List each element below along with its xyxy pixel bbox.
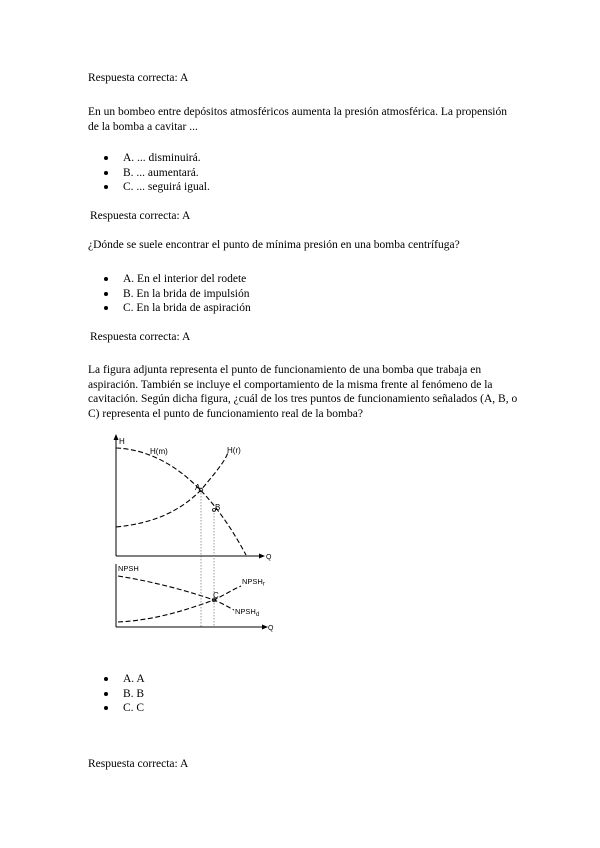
option-item: A. En el interior del rodete bbox=[88, 272, 251, 287]
point-a-label: A bbox=[195, 483, 201, 492]
system-curve-label: H(r) bbox=[227, 446, 241, 455]
answer-line-3: Respuesta correcta: A bbox=[90, 331, 191, 343]
bottom-axis-label: NPSH bbox=[118, 564, 139, 573]
question-1-options bbox=[88, 151, 210, 195]
question-2-text: ¿Dónde se suele encontrar el punto de mínima presión en una bomba centrífuga? bbox=[88, 239, 460, 251]
question-3-text: La figura adjunta representa el punto de funcionamiento de una bomba que trabaja en aspiración. También se incluye el comportamiento de la misma frente al fenómeno de la cavitación. Según dicha figura, ¿cuál de los tres puntos de funcionamiento señalados (A, B, o C) representa el punto de funcionamiento real de la bomba? bbox=[88, 364, 518, 420]
top-x-label: Q bbox=[266, 554, 272, 561]
pump-operating-point-figure bbox=[106, 430, 286, 640]
answer-line-1: Respuesta correcta: A bbox=[88, 72, 189, 84]
point-b-label: B bbox=[215, 503, 221, 512]
question-2-options bbox=[88, 272, 251, 316]
option-item: A. A bbox=[88, 672, 145, 687]
question-3-options bbox=[88, 672, 145, 716]
bottom-x-label: Q bbox=[268, 625, 274, 632]
top-y-arrow-icon bbox=[114, 434, 119, 440]
option-item: A. ... disminuirá. bbox=[88, 151, 210, 166]
pump-curve bbox=[116, 448, 246, 555]
answer-line-4: Respuesta correcta: A bbox=[88, 758, 189, 770]
npsh-r-label: $NPSH_r$ bbox=[242, 577, 265, 588]
option-item: B. En la brida de impulsión bbox=[88, 287, 251, 302]
option-item: C. En la brida de aspiración bbox=[88, 301, 251, 316]
answer-line-2: Respuesta correcta: A bbox=[90, 210, 191, 222]
top-x-arrow-icon bbox=[259, 554, 265, 559]
npsh-d-label: $NPSH_d$ bbox=[235, 607, 260, 618]
option-item: B. ... aumentará. bbox=[88, 166, 210, 181]
option-item: B. B bbox=[88, 687, 145, 702]
pump-curve-label: H(m) bbox=[150, 447, 168, 456]
option-item: C. ... seguirá igual. bbox=[88, 180, 210, 195]
question-1-text: En un bombeo entre depósitos atmosféricos aumenta la presión atmosférica. La propensión de la bomba a cavitar ... bbox=[88, 106, 507, 133]
system-curve bbox=[116, 452, 228, 527]
top-axis-label: H bbox=[119, 437, 125, 446]
option-item: C. C bbox=[88, 701, 145, 716]
point-c-label: C bbox=[213, 591, 219, 600]
